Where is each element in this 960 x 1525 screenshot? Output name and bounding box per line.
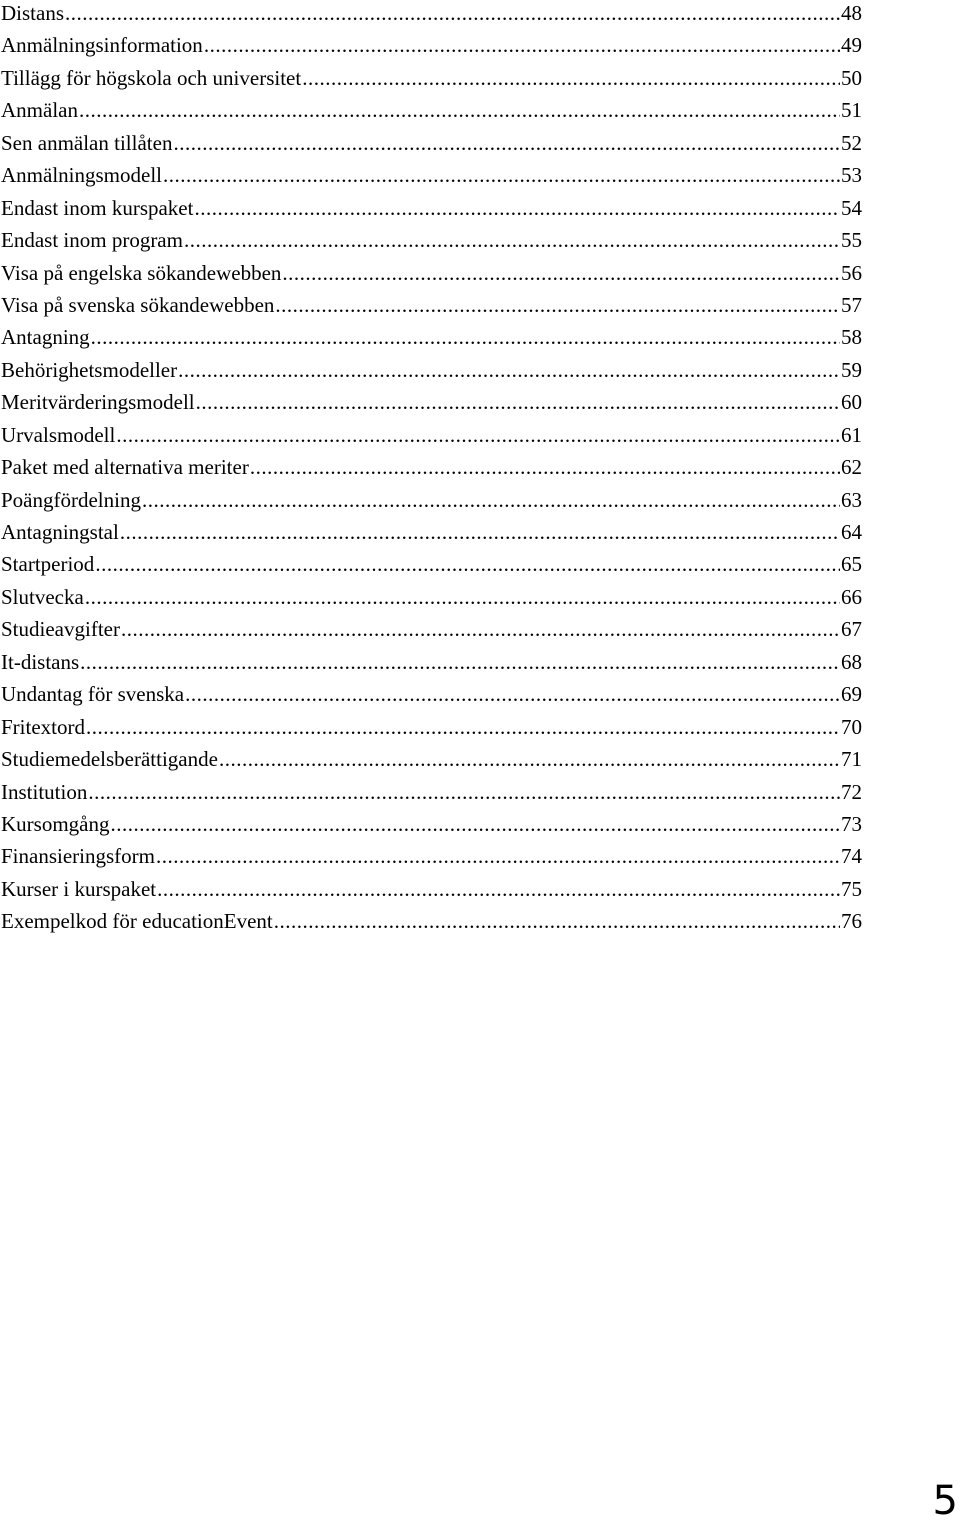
- toc-dot-leader: [116, 422, 840, 449]
- toc-entry-page: 65: [841, 552, 862, 577]
- toc-entry-title: Studieavgifter: [1, 617, 120, 642]
- toc-entry-title: Fritextord: [1, 714, 85, 739]
- toc-entry[interactable]: [0, 0, 862, 32]
- toc-entry-title: Anmälningsmodell: [1, 163, 162, 188]
- toc-entry-title: Behörighetsmodeller: [1, 357, 178, 382]
- toc-entry-title: Kurser i kurspaket: [1, 876, 157, 901]
- toc-entry-page: 76: [841, 909, 862, 934]
- toc-entry[interactable]: [0, 714, 862, 746]
- toc-entry[interactable]: [0, 681, 862, 713]
- toc-entry[interactable]: [0, 649, 862, 681]
- toc-dot-leader: [142, 487, 840, 514]
- toc-entry[interactable]: [0, 130, 862, 162]
- toc-entry-title: Finansieringsform: [1, 844, 155, 869]
- toc-entry-page: 67: [841, 617, 862, 642]
- toc-entry-page: 72: [841, 779, 862, 804]
- toc-entry-title: Anmälan: [1, 98, 78, 123]
- toc-entry-page: 53: [841, 163, 862, 188]
- toc-entry[interactable]: [0, 292, 862, 324]
- toc-entry-page: 73: [841, 811, 862, 836]
- toc-entry-page: 55: [841, 228, 862, 253]
- toc-dot-leader: [120, 519, 840, 546]
- toc-dot-leader: [111, 811, 841, 838]
- toc-entry-page: 57: [841, 292, 862, 317]
- toc-entry-page: 54: [841, 195, 862, 220]
- toc-entry[interactable]: [0, 454, 862, 486]
- toc-entry-page: 75: [841, 876, 862, 901]
- toc-dot-leader: [85, 584, 840, 611]
- toc-entry[interactable]: [0, 65, 862, 97]
- toc-dot-leader: [275, 292, 840, 319]
- toc-dot-leader: [80, 649, 840, 676]
- toc-dot-leader: [250, 454, 840, 481]
- toc-entry[interactable]: [0, 487, 862, 519]
- toc-entry-page: 58: [841, 325, 862, 350]
- toc-dot-leader: [274, 908, 840, 935]
- toc-entry[interactable]: [0, 519, 862, 551]
- toc-dot-leader: [91, 324, 840, 351]
- toc-entry-title: Distans: [1, 1, 64, 25]
- toc-entry-title: Poängfördelning: [1, 487, 141, 512]
- toc-entry-page: 66: [841, 584, 862, 609]
- toc-dot-leader: [204, 32, 840, 59]
- toc-entry-title: Meritvärderingsmodell: [1, 390, 195, 415]
- toc-dot-leader: [178, 357, 840, 384]
- toc-entry-title: Anmälningsinformation: [1, 33, 203, 58]
- toc-entry-page: 50: [841, 65, 862, 90]
- toc-entry-title: Institution: [1, 779, 88, 804]
- toc-entry-page: 48: [841, 1, 862, 25]
- toc-entry-page: 49: [841, 33, 862, 58]
- toc-entry[interactable]: [0, 779, 862, 811]
- toc-entry-page: 60: [841, 390, 862, 415]
- toc-entry-title: Startperiod: [1, 552, 95, 577]
- toc-dot-leader: [163, 162, 840, 189]
- toc-entry[interactable]: [0, 876, 862, 908]
- toc-entry[interactable]: [0, 195, 862, 227]
- toc-entry[interactable]: [0, 389, 862, 421]
- toc-entry-title: Antagning: [1, 325, 90, 350]
- toc-dot-leader: [184, 227, 840, 254]
- toc-entry[interactable]: [0, 551, 862, 583]
- toc-entry-title: Paket med alternativa meriter: [1, 455, 249, 480]
- toc-entry-title: Slutvecka: [1, 584, 84, 609]
- toc-entry-page: 59: [841, 357, 862, 382]
- toc-entry-page: 51: [841, 98, 862, 123]
- toc-entry-title: Antagningstal: [1, 520, 119, 544]
- toc-dot-leader: [156, 843, 840, 870]
- toc-dot-leader: [86, 714, 840, 741]
- toc-dot-leader: [173, 130, 840, 157]
- toc-entry-page: 74: [841, 844, 862, 869]
- toc-entry[interactable]: [0, 357, 862, 389]
- toc-entry-title: Sen anmälan tillåten: [1, 130, 173, 155]
- toc-dot-leader: [196, 389, 840, 416]
- toc-entry-title: Kursomgång: [1, 811, 110, 836]
- toc-dot-leader: [185, 681, 840, 708]
- toc-entry-page: 63: [841, 487, 862, 512]
- toc-dot-leader: [65, 0, 840, 27]
- toc-dot-leader: [282, 260, 840, 287]
- toc-entry-title: Visa på svenska sökandewebben: [1, 292, 275, 317]
- toc-entry-page: 61: [841, 422, 862, 447]
- toc-dot-leader: [302, 65, 840, 92]
- toc-dot-leader: [88, 779, 840, 806]
- toc-entry[interactable]: [0, 616, 862, 648]
- toc-entry[interactable]: [0, 227, 862, 259]
- toc-entry[interactable]: [0, 260, 862, 292]
- toc-entry[interactable]: [0, 843, 862, 875]
- toc-dot-leader: [95, 551, 840, 578]
- toc-entry[interactable]: [0, 97, 862, 129]
- toc-entry-title: It-distans: [1, 649, 80, 674]
- toc-dot-leader: [194, 195, 840, 222]
- toc-entry-title: Endast inom kurspaket: [1, 195, 194, 220]
- toc-entry-title: Visa på engelska sökandewebben: [1, 260, 282, 285]
- toc-entry[interactable]: [0, 422, 862, 454]
- toc-entry[interactable]: [0, 811, 862, 843]
- toc-entry-title: Studiemedelsberättigande: [1, 747, 218, 772]
- page-number: 5: [932, 1478, 958, 1524]
- toc-entry[interactable]: [0, 584, 862, 616]
- toc-entry-title: Exempelkod för educationEvent: [1, 909, 273, 934]
- toc-entry-page: 62: [841, 455, 862, 480]
- toc-entry[interactable]: [0, 908, 862, 940]
- toc-entry-title: Undantag för svenska: [1, 682, 185, 707]
- toc-entry-page: 56: [841, 260, 862, 285]
- toc-entry[interactable]: [0, 162, 862, 194]
- toc-entry-title: Urvalsmodell: [1, 422, 116, 447]
- toc-entry-title: Tillägg för högskola och universitet: [1, 65, 302, 90]
- toc-entry-page: 71: [841, 747, 862, 772]
- toc-entry-page: 52: [841, 130, 862, 155]
- toc-entry-page: 68: [841, 649, 862, 674]
- toc-dot-leader: [157, 876, 840, 903]
- toc-entry-page: 69: [841, 682, 862, 707]
- toc-entry-page: 70: [841, 714, 862, 739]
- toc-entry[interactable]: [0, 324, 862, 356]
- toc-dot-leader: [79, 97, 840, 124]
- toc-dot-leader: [121, 616, 840, 643]
- toc-dot-leader: [219, 746, 840, 773]
- toc-entry[interactable]: [0, 32, 862, 64]
- toc-entry[interactable]: [0, 746, 862, 778]
- toc-entry-title: Endast inom program: [1, 228, 183, 253]
- toc-entry-page: 64: [841, 520, 862, 544]
